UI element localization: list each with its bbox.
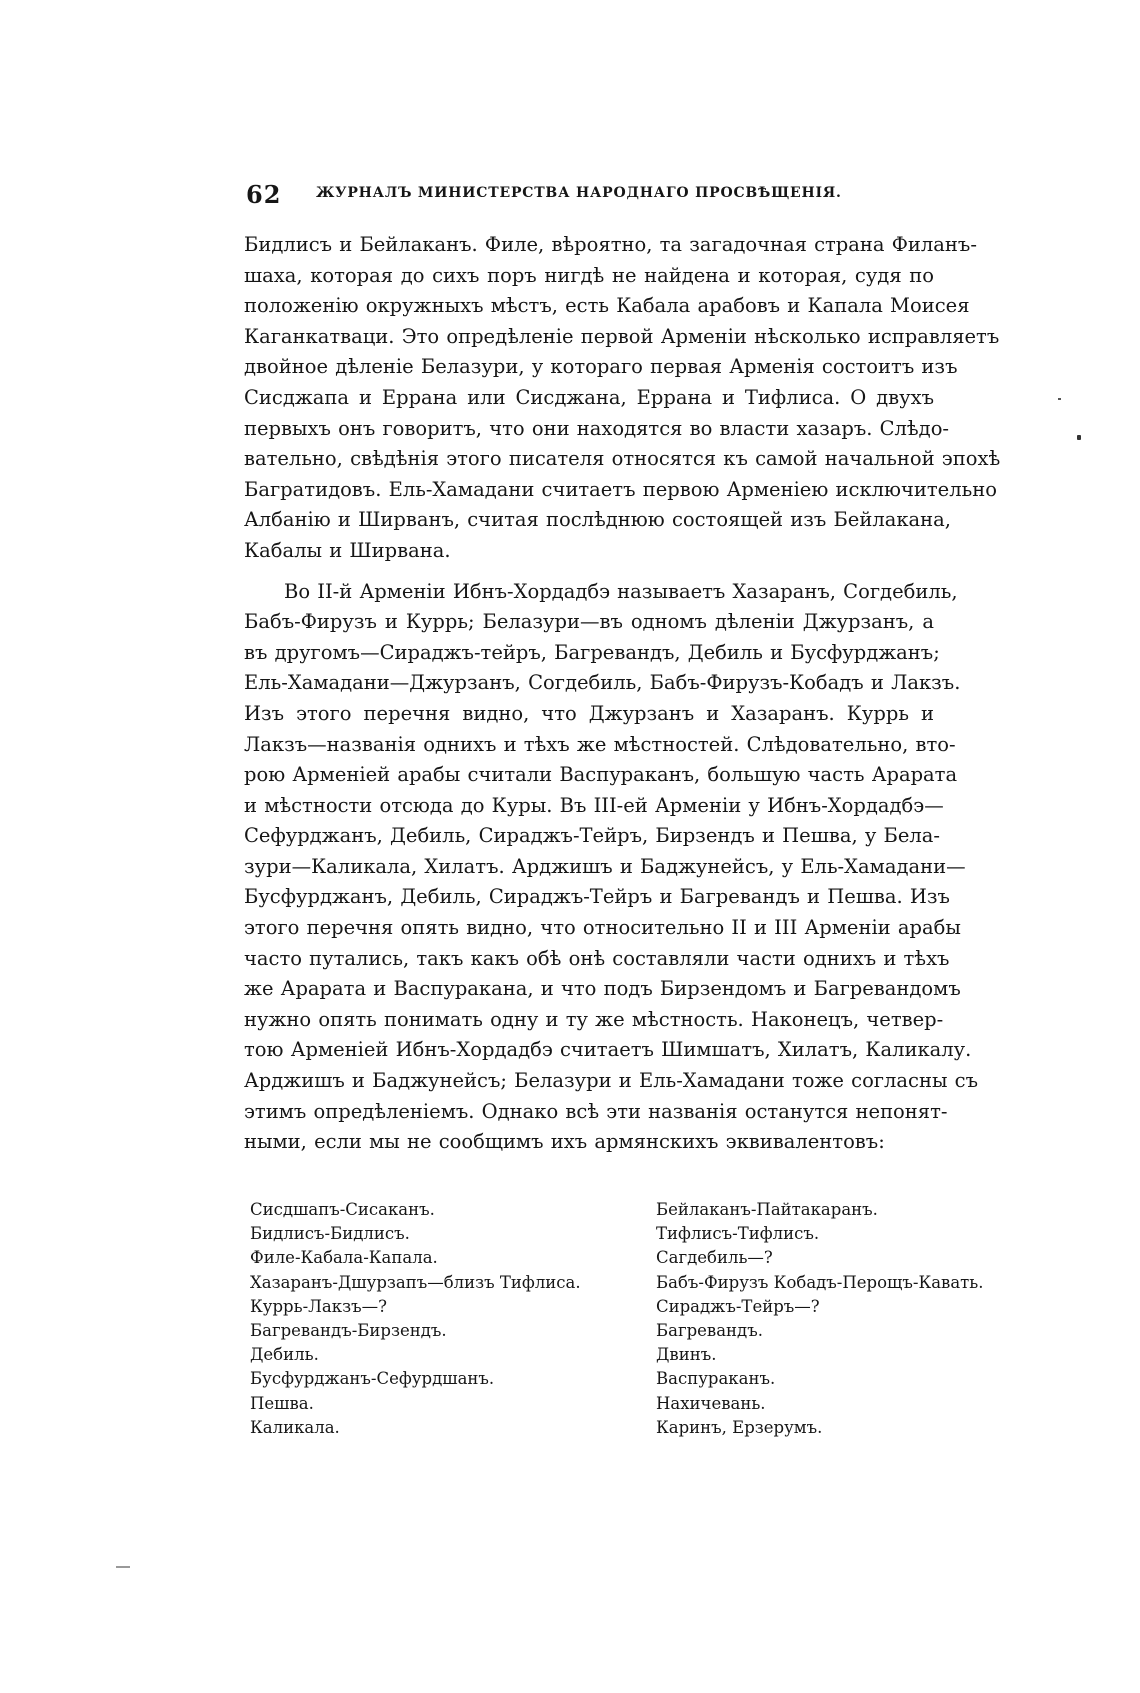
list-item [250,1343,1030,1367]
text-line: положенію окружныхъ мѣстъ, есть Кабала арабовъ и Капала Моисея [244,294,970,318]
body-text [244,230,1001,1158]
list-item [250,1246,1030,1270]
text-line: Бабъ-Фирузъ и Куррь; Белазури—въ одномъ дѣленіи Джурзанъ, а [244,610,934,634]
text-line: и мѣстности отсюда до Куры. Въ III-ей Арменіи у Ибнъ-Хордадбэ— [244,793,944,817]
text-line: Каганкатваци. Это опредѣленіе первой Арменіи нѣсколько исправляетъ [244,324,1000,348]
text-line: Бидлисъ и Бейлаканъ. Филе, вѣроятно, та загадочная страна Филанъ- [244,233,977,256]
text-line: въ другомъ—Сираджъ-тейръ, Багревандъ, Дебиль и Бусфурджанъ; [244,640,940,664]
text-line: часто путались, такъ какъ обѣ онѣ составляли части однихъ и тѣхъ [244,946,950,970]
list-item [250,1295,1030,1319]
text-line: Сисджапа и Еррана или Сисджана, Еррана и Тифлиса. О двухъ [244,385,934,409]
margin-speck [1077,435,1081,440]
text-line: Ель-Хамадани—Джурзанъ, Согдебиль, Бабъ-Фирузъ-Кобадъ и Лакзъ. [244,671,961,695]
text-line: же Арарата и Васпуракана, и что подъ Бирзендомъ и Багревандомъ [244,977,961,1001]
page-header [246,180,936,214]
text-line: Сефурджанъ, Дебиль, Сираджъ-Тейръ, Бирзендъ и Пешва, у Бела- [244,824,940,848]
text-line: двойное дѣленіе Белазури, у котораго первая Арменія состоитъ изъ [244,355,958,379]
arabic-name: Васпураканъ. [656,1369,776,1389]
arabic-name: Сираджъ-Тейръ—? [656,1296,820,1316]
arabic-name: Сисдшапъ-Сисаканъ. [250,1200,435,1219]
arabic-name: Филе-Кабала-Капала. [250,1248,438,1268]
paragraph-1 [244,230,1001,567]
arabic-name: Каликала. [250,1417,340,1437]
text-line: рою Арменіей арабы считали Васпураканъ, большую часть Арарата [244,763,958,787]
arabic-name: Бабъ-Фирузъ Кобадъ-Перощъ-Кавать. [656,1272,984,1292]
equivalents-list [250,1198,1030,1440]
text-line: этого перечня опять видно, что относительно II и III Арменіи арабы [244,916,961,940]
scan-edge-mark [116,1566,130,1568]
page-number: 62 [246,180,282,209]
list-item [250,1271,1030,1295]
text-line: Кабалы и Ширвана. [244,538,451,562]
list-item [250,1392,1030,1416]
text-line: Арджишъ и Баджунейсъ; Белазури и Ель-Хамадани тоже согласны съ [244,1069,979,1093]
text-line: Багратидовъ. Ель-Хамадани считаетъ первою Арменіею исключительно [244,477,997,501]
paragraph-gap [244,567,934,577]
arabic-name: Куррь-Лакзъ—? [250,1296,387,1316]
arabic-name: Багревандъ. [656,1320,763,1340]
text-line: Изъ этого перечня видно, что Джурзанъ и Хазаранъ. Куррь и [244,701,934,725]
arabic-name: Тифлисъ-Тифлисъ. [656,1224,820,1244]
text-line: тою Арменіей Ибнъ-Хордадбэ считаетъ Шимшатъ, Хилатъ, Каликалу. [244,1038,972,1062]
text-line: Бусфурджанъ, Дебиль, Сираджъ-Тейръ и Багревандъ и Пешва. Изъ [244,885,950,909]
arabic-name: Бидлисъ-Бидлисъ. [250,1224,410,1244]
list-item [250,1222,1030,1246]
arabic-name: Пешва. [250,1393,314,1413]
margin-speck [1058,398,1061,400]
arabic-name: Дебиль. [250,1345,319,1365]
arabic-name: Сагдебиль—? [656,1248,773,1268]
text-line: Лакзъ—названія однихъ и тѣхъ же мѣстностей. Слѣдовательно, вто- [244,732,956,756]
arabic-name: Бусфурджанъ-Сефурдшанъ. [250,1369,495,1389]
text-line: Во II-й Арменіи Ибнъ-Хордадбэ называетъ Хазаранъ, Согдебиль, [284,579,958,603]
text-line: нужно опять понимать одну и ту же мѣстность. Наконецъ, четвер- [244,1007,944,1031]
text-line: этимъ опредѣленіемъ. Однако всѣ эти названія останутся непонят- [244,1099,948,1123]
list-item [250,1416,1030,1440]
arabic-name: Двинъ. [656,1345,717,1365]
text-line: зури—Каликала, Хилатъ. Арджишъ и Баджунейсъ, у Ель-Хамадани— [244,854,966,878]
arabic-name: Багревандъ-Бирзендъ. [250,1320,447,1340]
arabic-name: Нахичевань. [656,1393,766,1413]
text-line: шаха, которая до сихъ поръ нигдѣ не найдена и которая, судя по [244,263,934,287]
list-item [250,1367,1030,1391]
text-line: ными, если мы не сообщимъ ихъ армянскихъ эквивалентовъ: [244,1130,885,1154]
text-line: вательно, свѣдѣнія этого писателя относятся къ самой начальной эпохѣ [244,447,1001,471]
paragraph-2 [244,577,979,1158]
text-line: Албанію и Ширванъ, считая послѣднюю состоящей изъ Бейлакана, [244,508,951,532]
arabic-name: Бейлаканъ-Пайтакаранъ. [656,1200,878,1219]
arabic-name: Хазаранъ-Дшурзапъ—близъ Тифлиса. [250,1272,581,1292]
list-item [250,1319,1030,1343]
running-title: ЖУРНАЛЪ МИНИСТЕРСТВА НАРОДНАГО ПРОСВѢЩЕНІЯ. [316,185,842,201]
arabic-name: Каринъ, Ерзерумъ. [656,1417,823,1437]
list-item [250,1198,1030,1222]
text-line: первыхъ онъ говоритъ, что они находятся во власти хазаръ. Слѣдо- [244,416,950,440]
